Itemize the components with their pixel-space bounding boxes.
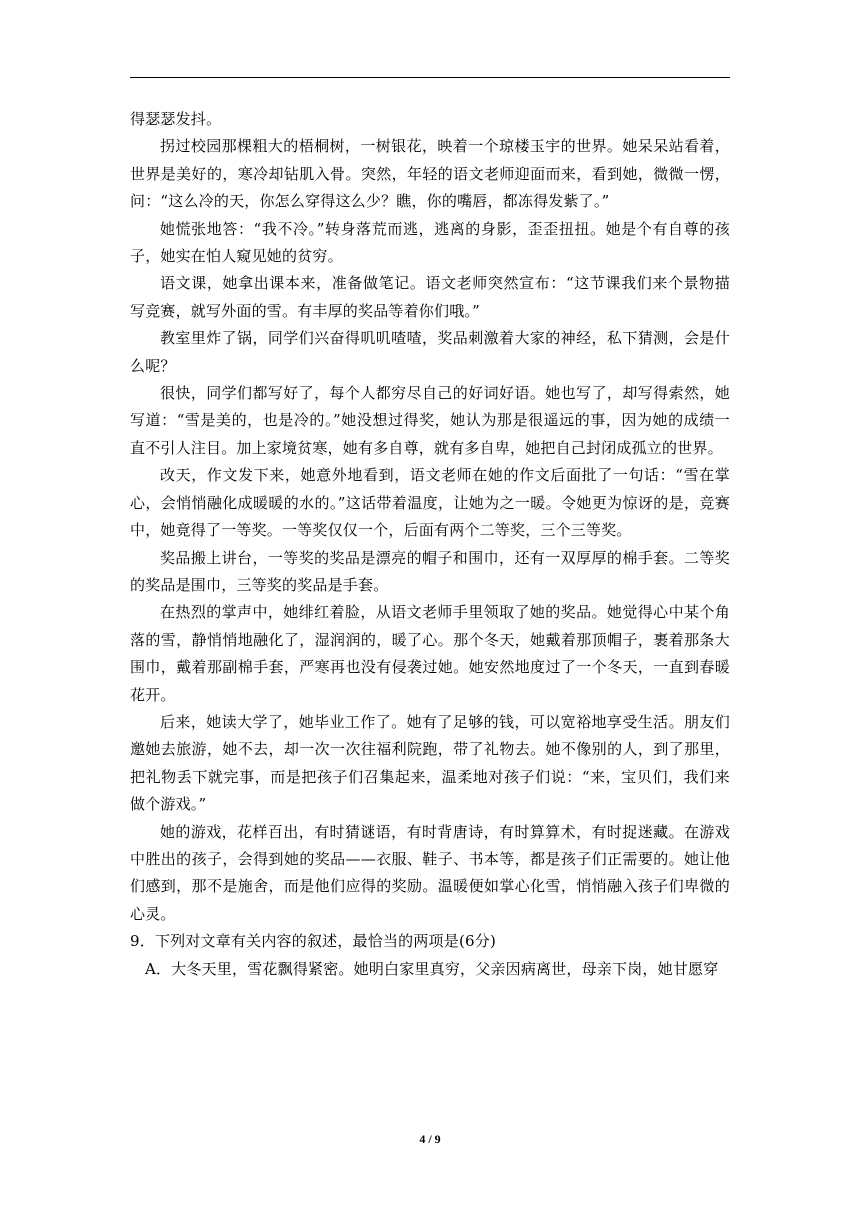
paragraph: 拐过校园那棵粗大的梧桐树，一树银花，映着一个琼楼玉宇的世界。她呆呆站看着，世界是美好的，寒冷却钻肌入骨。突然，年轻的语文老师迎面而来，看到她，微微一愣，问：“这么冷的天，你怎么穿得这么少？瞧，你的嘴唇，都冻得发紫了。” — [130, 137, 730, 211]
article-body — [130, 106, 730, 983]
header-rule — [130, 77, 730, 78]
paragraph: 教室里炸了锅，同学们兴奋得叽叽喳喳，奖品刺激着大家的神经，私下猜测，会是什么呢？ — [130, 329, 730, 375]
paragraph: 后来，她读大学了，她毕业工作了。她有了足够的钱，可以宽裕地享受生活。朋友们邀她去旅游，她不去，却一次一次往福利院跑，带了礼物去。她不像别的人，到了那里，把礼物丢下就完事，而是把孩子们召集起来，温柔地对孩子们说：“来，宝贝们，我们来做个游戏。” — [130, 712, 730, 814]
paragraph: 语文课，她拿出课本来，准备做笔记。语文老师突然宣布：“这节课我们来个景物描写竞赛，就写外面的雪。有丰厚的奖品等着你们哦。” — [130, 274, 730, 320]
question-9: 9．下列对文章有关内容的叙述，最恰当的两项是(6分) — [130, 932, 496, 951]
paragraph: 她的游戏，花样百出，有时猜谜语，有时背唐诗，有时算算术，有时捉迷藏。在游戏中胜出的孩子，会得到她的奖品——衣服、鞋子、书本等，都是孩子们正需要的。她让他们感到，那不是施舍，而是他们应得的奖励。温暖便如掌心化雪，悄悄融入孩子们卑微的心灵。 — [130, 822, 730, 923]
paragraph-continuation: 得瑟瑟发抖。 — [130, 110, 222, 128]
paragraph: 她慌张地答：“我不冷。”转身落荒而逃，逃离的身影，歪歪扭扭。她是个有自尊的孩子，她实在怕人窥见她的贫穷。 — [130, 219, 730, 266]
paragraph: 很快，同学们都写好了，每个人都穷尽自己的好词好语。她也写了，却写得索然，她写道：“雪是美的，也是冷的。”她没想过得奖，她认为那是很遥远的事，因为她的成绩一直不引人注目。加上家境贫寒，她有多自尊，就有多自卑，她把自己封闭成孤立的世界。 — [130, 384, 730, 457]
page-number: 4 / 9 — [419, 1132, 441, 1146]
paragraph: 改天，作文发下来，她意外地看到，语文老师在她的作文后面批了一句话：“雪在掌心，会悄悄融化成暖暖的水的。”这话带着温度，让她为之一暖。令她更为惊讶的是，竞赛中，她竟得了一等奖。一等奖仅仅一个，后面有两个二等奖，三个三等奖。 — [130, 466, 730, 540]
option-a: A．大冬天里，雪花飘得紧密。她明白家里真穷，父亲因病离世，母亲下岗，她甘愿穿 — [145, 959, 719, 978]
paragraph: 在热烈的掌声中，她绯红着脸，从语文老师手里领取了她的奖品。她觉得心中某个角落的雪，静悄悄地融化了，湿润润的，暖了心。那个冬天，她戴着那顶帽子，裹着那条大围巾，戴着那副棉手套，严寒再也没有侵袭过她。她安然地度过了一个冬天，一直到春暖花开。 — [130, 603, 730, 704]
paragraph: 奖品搬上讲台，一等奖的奖品是漂亮的帽子和围巾，还有一双厚厚的棉手套。二等奖的奖品是围巾，三等奖的奖品是手套。 — [130, 548, 730, 594]
